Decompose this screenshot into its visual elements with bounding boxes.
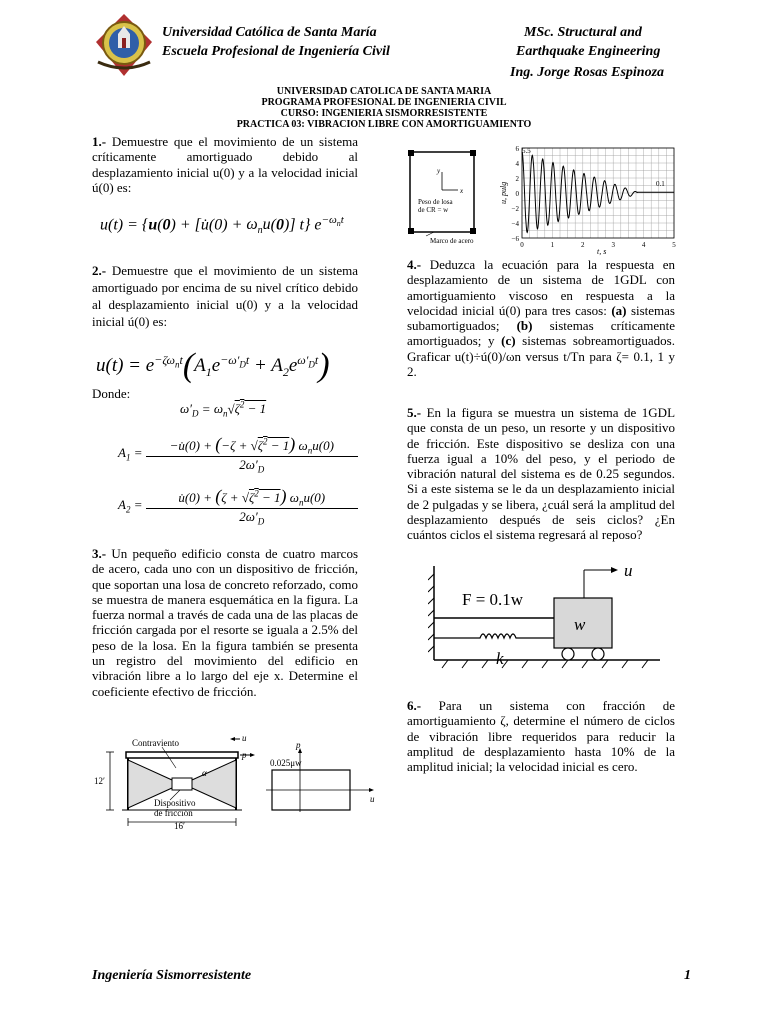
problem-2-text: Demuestre que el movimiento de un sistema amortiguado por encima de su nivel crítico debido al desplazamiento inicial u(0) y a la velocidad inicial ú(0) es:	[92, 263, 358, 329]
record-y-tick: 2	[515, 175, 519, 183]
university-seal	[92, 12, 156, 78]
donde-label: Donde:	[92, 386, 131, 401]
slab-plan	[410, 152, 474, 232]
record-y-tick: 4	[515, 160, 519, 168]
header-degree-2: Earthquake Engineering	[516, 44, 661, 59]
problem-4	[407, 257, 675, 379]
frame-elevation-figure	[92, 730, 262, 830]
spring-mass-figure	[428, 560, 668, 672]
friction-loop-figure	[266, 738, 386, 818]
a1-definition: $A_1$ = $\frac{-u̇(0) + (-\zeta + √\zeta^2 - 1) \omega_nu(0)}{2\omega'_D}$	[118, 434, 358, 474]
bracing-label: Contraviento	[132, 738, 179, 748]
problem-1-number: 1.-	[92, 134, 107, 149]
problem-1-text: Demuestre que el movimiento de un sistema críticamente amortiguado debido al desplazamiento inicial u(0) y a la velocidad inicial ú(0) es:	[92, 134, 358, 195]
steel-frame-label: Marco de acero	[430, 237, 474, 245]
problem-4-text-d: sistemas sobreamortiguados. Graficar u(t)÷ú(0)/ωn versus t/Tn para ζ= 0.1, 1 y 2.	[407, 333, 675, 380]
spring-constant-label: k	[496, 649, 504, 668]
problem-2	[92, 262, 358, 330]
slab-weight-label-2: de CR = w	[418, 206, 449, 214]
equation-1: u(t) = {u(0) + [u̇(0) + $\omega_nu(0)$] t} $e^{-\omega_nt}$	[100, 214, 344, 237]
elevation-u-label: u	[242, 733, 247, 743]
record-end-label: 0.1	[656, 180, 665, 188]
record-x-tick: 2	[581, 241, 585, 249]
problem-5-text: En la figura se muestra un sistema de 1GDL que consta de un peso, un resorte y un dispositivo de fricción. Este dispositivo se desliza con una fuerza igual a 10% del peso, y el periodo de vibración natural del sistema es de 0.25 segundos. Si a este sistema se le da un desplazamiento inicial de 2 pulgadas y se libera, ¿cuál será la amplitud del desplazamiento después de seis ciclos? ¿En cuántos ciclos el sistema regresará al reposo?	[407, 405, 676, 543]
friction-device	[172, 778, 192, 790]
problem-4-text-b: sistemas subamortiguados;	[407, 302, 675, 334]
record-x-tick: 1	[550, 241, 555, 249]
problem-4-text-c: sistemas críticamente amortiguados; y	[407, 318, 675, 349]
spring	[434, 634, 554, 638]
title-line-4: PRACTICA 03: VIBRACION LIBRE CON AMORTIGUAMIENTO	[236, 119, 532, 130]
problem-3-number: 3.-	[92, 546, 107, 561]
friction-force-label: F = 0.1w	[462, 590, 524, 609]
loop-value-label: 0.025μw	[270, 758, 302, 768]
problem-2-number: 2.-	[92, 263, 107, 278]
device-label-1: Dispositivo	[154, 798, 196, 808]
slab	[126, 752, 238, 758]
title-line-3: CURSO: INGENIERIA SISMORRESISTENTE	[280, 108, 488, 119]
page-number: 1	[684, 968, 691, 983]
device-label-2: de fricción	[154, 808, 193, 818]
record-x-tick: 3	[611, 241, 615, 249]
plan-y-label: y	[437, 167, 441, 175]
problem-6	[407, 698, 675, 774]
vibration-record-figure	[492, 140, 680, 256]
header-university: Universidad Católica de Santa María	[162, 25, 377, 40]
equation-2: $u(t) = e^{-\zeta\omega_nt}(A_1e^{-\omega'_Dt} + A_2e^{\omega'_Dt})$	[96, 347, 330, 384]
practice-title	[0, 86, 768, 130]
problem-4-text-a: Deduzca la ecuación para la respuesta en desplazamiento de un sistema de 1GDL con amortiguamiento viscoso en respuesta a la velocidad inicial ú(0) para tres casos:	[407, 257, 675, 318]
record-y-tick: −2	[511, 205, 519, 213]
problem-3-text: Un pequeño edificio consta de cuatro marcos de acero, cada uno con un dispositivo de fricción, que soportan una losa de concreto reforzado, como se muestra de manera esquemática en la figura. La fuerza normal a través de cada una de las placas de fricción cargada por el resorte se iguala a 2.5% del peso de la losa. En la figura también se presenta un registro del movimiento del edificio en vibración libre a lo largo del eje x. Determine el coeficiente efectivo de fricción.	[92, 546, 359, 699]
displacement-label: u	[624, 561, 633, 580]
record-ylabel: u, pulg	[499, 181, 508, 204]
plan-x-label: x	[460, 187, 464, 195]
title-line-1: UNIVERSIDAD CATOLICA DE SANTA MARIA	[276, 86, 492, 97]
header-right	[504, 23, 684, 82]
problem-5-number: 5.-	[407, 405, 422, 420]
problem-5	[407, 405, 675, 543]
loop-u-label: u	[370, 794, 375, 804]
problem-6-number: 6.-	[407, 698, 422, 713]
record-x-tick: 4	[641, 241, 646, 249]
omega-d-definition: $\omega'_D = \omega_n√\zeta^2 - 1$	[180, 400, 267, 419]
problem-6-text: Para un sistema con fracción de amortiguamiento ζ, determine el número de ciclos de vibración libre requeridos para reducir la amplitud de desplazamiento hasta 10% de la amplitud inicial; la velocidad inicial es cero.	[407, 698, 675, 775]
header-degree: MSc. Structural and	[524, 25, 642, 40]
problem-4-case-b: (b)	[516, 318, 533, 334]
header-left	[162, 23, 390, 61]
record-y-tick: 0	[515, 190, 519, 198]
record-y-tick: −6	[511, 235, 519, 243]
weight-label: w	[574, 615, 586, 634]
footer-course: Ingeniería Sismorresistente	[92, 968, 252, 983]
loop-p-label: p	[296, 740, 301, 750]
header-school: Escuela Profesional de Ingeniería Civil	[162, 44, 390, 59]
record-x-tick: 0	[520, 241, 524, 249]
width-label: 16′	[174, 821, 185, 830]
problem-3	[92, 546, 358, 699]
record-y-tick: 6	[515, 145, 519, 153]
header-professor: Ing. Jorge Rosas Espinoza	[510, 65, 665, 80]
elevation-p-label: p	[242, 750, 247, 760]
record-y-tick: −4	[511, 220, 519, 228]
problem-1	[92, 134, 358, 195]
slab-weight-label-1: Peso de losa	[418, 198, 453, 206]
title-line-2: PROGRAMA PROFESIONAL DE INGENIERIA CIVIL	[261, 97, 507, 108]
problem-4-number: 4.-	[407, 257, 422, 272]
problem-4-case-c: (c)	[501, 333, 516, 349]
alpha-label: α	[202, 768, 207, 778]
problem-4-case-a: (a)	[611, 302, 627, 318]
height-label: 12′	[94, 776, 105, 786]
plan-view-figure	[406, 148, 486, 246]
record-start-label: 5.5	[522, 147, 531, 155]
a2-definition: $A_2$ = $\frac{u̇(0) + (\zeta + √\zeta^2 - 1) \omega_nu(0)}{2\omega'_D}$	[118, 486, 358, 526]
record-x-tick: 5	[672, 241, 676, 249]
record-xlabel: t, s	[597, 247, 607, 256]
